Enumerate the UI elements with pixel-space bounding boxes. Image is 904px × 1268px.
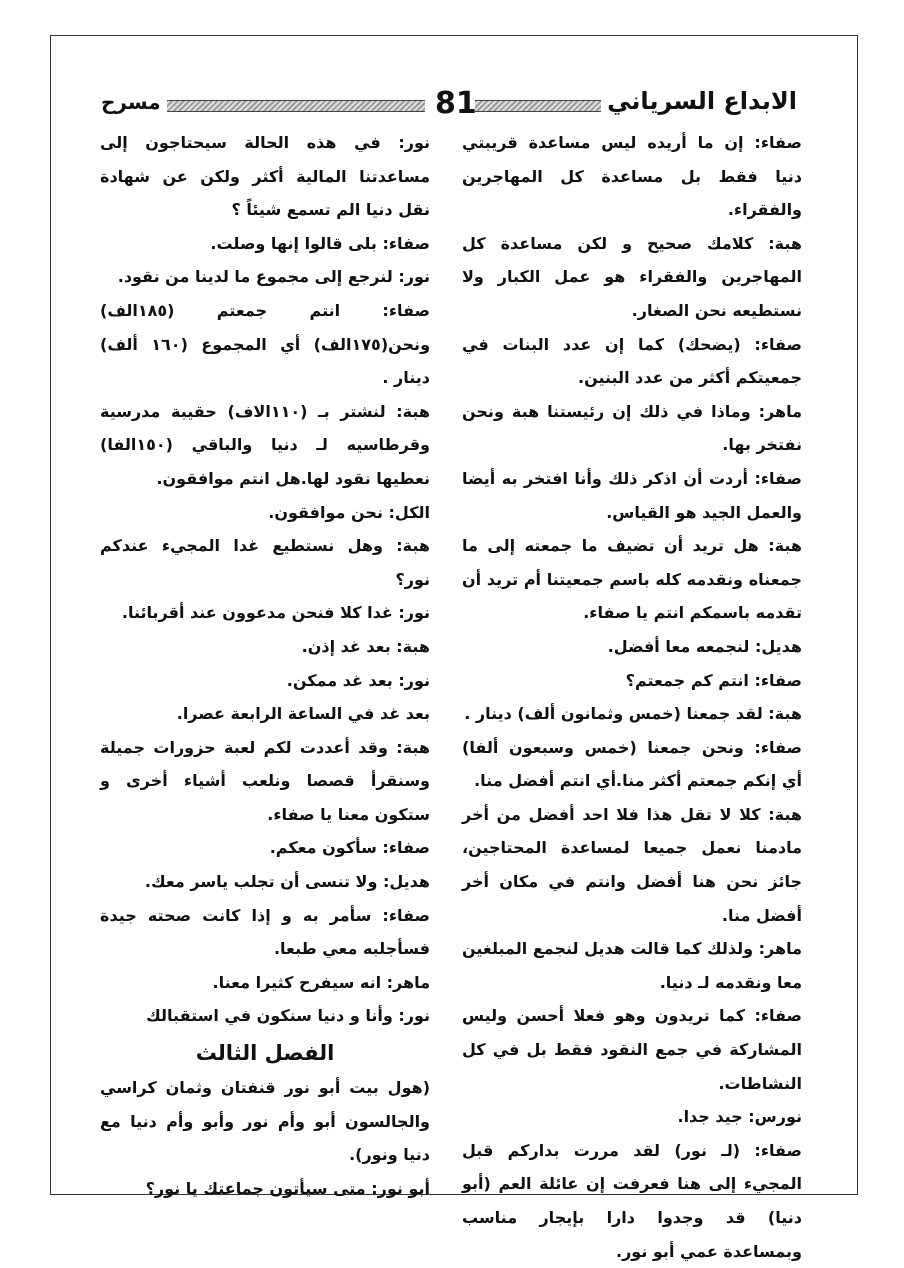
dialogue-line: هبة: وقد أعددت لكم لعبة حزورات جميلة وسنقرأ قصصا ونلعب أشياء أخرى و ستكون معنا يا صفاء.	[100, 737, 430, 824]
section-label: مسرح	[95, 88, 167, 116]
dialogue-line: نور: غدا كلا فنحن مدعوون عند أقربائنا.	[121, 603, 430, 623]
dialogue-line: صفاء: (يضحك) كما إن عدد البنات في جمعيتكم أكثر من عدد البنين.	[462, 334, 802, 388]
dialogue-line: ماهر: ولذلك كما قالت هديل لنجمع المبلغين معا ونقدمه لـ دنيا.	[462, 939, 802, 992]
dialogue-line: هديل: لنجمعه معا أفضل.	[607, 636, 802, 656]
dialogue-line: هبة: كلا لا تقل هذا فلا احد أفضل من أخر مادمنا نعمل جميعا لمساعدة المحتاجين، جائز نحن هنا أفضل وانتم في مكان أخر أفضل منا.	[462, 804, 802, 925]
dialogue-line: صفاء: (لـ نور) لقد مررت بداركم قبل المجيء إلى هنا فعرفت إن عائلة العم (أبو دنيا) قد وجدوا دارا بإيجار مناسب وبمساعدة عمي أبو نور.	[462, 1140, 802, 1261]
dialogue-line: صفاء: كما تريدون وهو فعلا أحسن وليس المشاركة في جمع النقود فقط بل في كل النشاطات.	[462, 1006, 802, 1093]
page-number: 81	[435, 86, 477, 121]
dialogue-line: صفاء: انتم جمعتم (١٨٥الف) ونحن(١٧٥الف) أي المجموع (١٦٠ ألف) دينار .	[100, 300, 431, 388]
dialogue-line: نور: في هذه الحالة سيحتاجون إلى مساعدتنا المالية أكثر ولكن عن شهادة نقل دنيا الم تسمع شيئاً ؟	[100, 133, 430, 220]
act-title: الفصل الثالث	[195, 1041, 335, 1066]
dialogue-line: هبة: وهل نستطيع غدا المجيء عندكم نور؟	[100, 536, 430, 589]
dialogue-line: صفاء: سأكون معكم.	[269, 838, 430, 858]
dialogue-line: نور: لنرجع إلى مجموع ما لدينا من نقود.	[117, 267, 430, 287]
dialogue-line: نور: وأنا و دنيا سنكون في استقبالك	[146, 1006, 430, 1026]
left-column	[100, 126, 430, 1205]
dialogue-line: أبو نور: متى سيأتون جماعتك يا نور؟	[145, 1178, 430, 1198]
stage-direction: (هول بيت أبو نور قنفتان وثمان كراسي والجالسون أبو وأم نور وأبو وأم دنيا مع دنيا ونور).	[100, 1078, 430, 1165]
dialogue-line: الكل: نحن موافقون.	[268, 502, 430, 522]
dialogue-line: هبة: لقد جمعنا (خمس وثمانون ألف) دينار .	[464, 704, 802, 724]
right-column	[462, 126, 802, 1268]
dialogue-line: صفاء: إن ما أريده ليس مساعدة قريبتي دنيا فقط بل مساعدة كل المهاجرين والفقراء.	[462, 133, 802, 220]
dialogue-line: صفاء: أردت أن اذكر ذلك وأنا افتخر به أيضا والعمل الجيد هو القياس.	[462, 468, 802, 522]
dialogue-line: هبة: كلامك صحيح و لكن مساعدة كل المهاجرين والفقراء هو عمل الكبار ولا نستطيعه نحن الصغار.	[462, 233, 802, 320]
page-header	[95, 82, 803, 130]
dialogue-line: نورس: جيد جدا.	[677, 1107, 802, 1127]
dialogue-line: هبة: بعد غد إذن.	[301, 636, 430, 656]
dialogue-line: هبة: هل تريد أن تضيف ما جمعته إلى ما جمعناه ونقدمه كله باسم جمعيتنا أم تريد أن تقدمه باسمكم انتم يا صفاء.	[462, 536, 802, 623]
dialogue-line: ماهر: انه سيفرح كثيرا معنا.	[212, 972, 430, 992]
dialogue-line: ماهر: وماذا في ذلك إن رئيستنا هبة ونحن نفتخر بها.	[462, 401, 802, 455]
dialogue-line: صفاء: انتم كم جمعتم؟	[625, 670, 802, 690]
dialogue-line: صفاء: ونحن جمعنا (خمس وسبعون ألفا) أي إنكم جمعتم أكثر منا.أي انتم أفضل منا.	[462, 737, 802, 791]
dialogue-line: صفاء: سأمر به و إذا كانت صحته جيدة فسأجلبه معي طبعا.	[100, 905, 430, 959]
dialogue-line: هديل: ولا تنسى أن تجلب ياسر معك.	[144, 872, 430, 892]
dialogue-line: صفاء: بلى قالوا إنها وصلت.	[210, 233, 430, 253]
dialogue-line: بعد غد في الساعة الرابعة عصرا.	[176, 704, 430, 724]
dialogue-line: هبة: لنشتر بـ (١١٠الاف) حقيبة مدرسية وقرطاسيه لـ دنيا والباقي (١٥٠الفا) نعطيها نقود لها.هل انتم موافقون.	[100, 401, 431, 488]
magazine-title: الابداع السرياني	[601, 84, 803, 118]
dialogue-line: نور: بعد غد ممكن.	[286, 670, 430, 690]
